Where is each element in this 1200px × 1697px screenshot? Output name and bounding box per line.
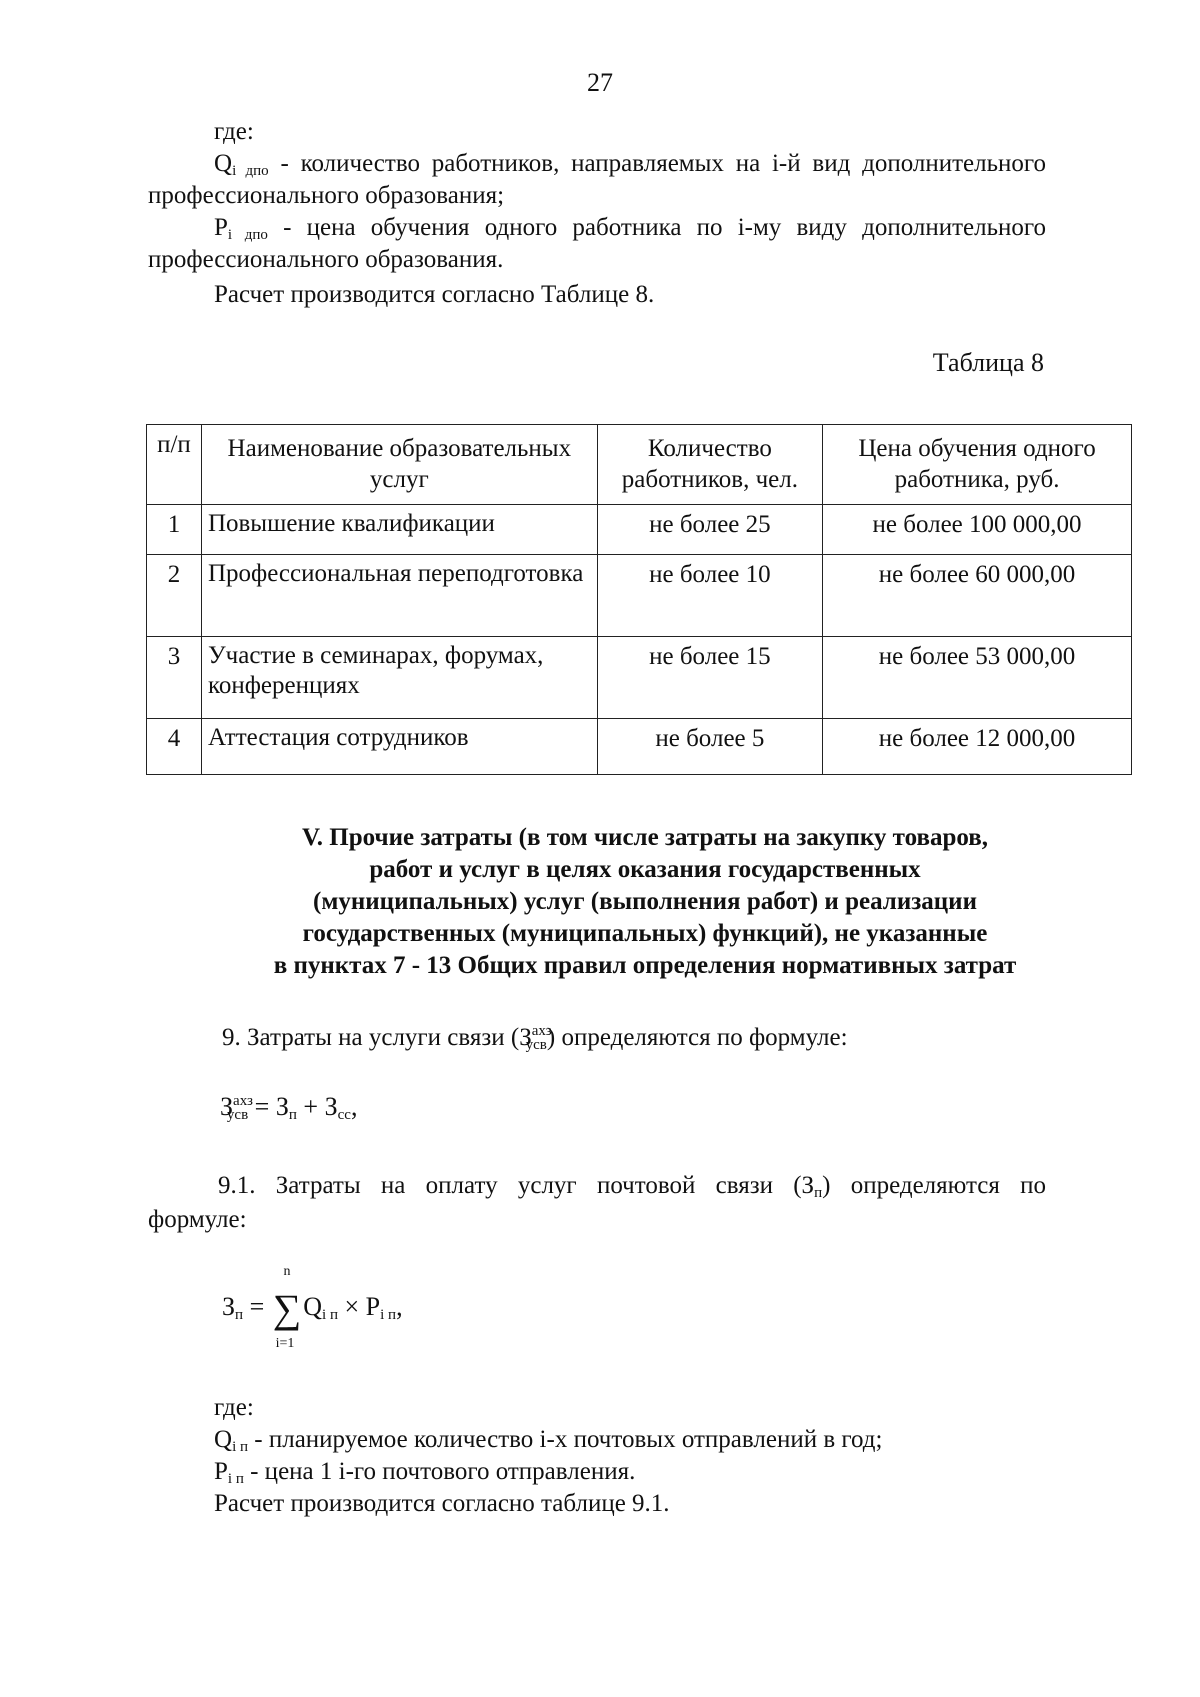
row-num: 2 <box>147 554 202 636</box>
formula-communication-costs: $З^{ахз}_{усв} = З_п + З_{сс}$, <box>220 1092 358 1123</box>
p-definition-continuation: профессионального образования. <box>148 246 504 273</box>
table8-caption: Таблица 8 <box>932 348 1044 377</box>
calc-note-table8: Расчет производится согласно Таблице 8. <box>214 281 655 308</box>
formula-z: З <box>220 1092 234 1121</box>
item-9-1-continuation: формуле: <box>148 1206 247 1233</box>
table-row <box>147 718 1132 774</box>
formula-z: З <box>222 1291 236 1321</box>
q-postal-definition <box>214 1424 882 1457</box>
header-service-name: Наименование образовательных услуг <box>201 425 597 505</box>
q-symbol: Q <box>214 150 233 177</box>
p-definition-text: - цена обучения одного работника по i-му виду дополнительного <box>283 214 1047 241</box>
row-employee-count: не более 5 <box>597 718 822 774</box>
calc-note-table9-1: Расчет производится согласно таблице 9.1. <box>214 1490 670 1517</box>
table-row <box>147 554 1132 636</box>
row-service-name: Профессиональная переподготовка <box>201 554 597 636</box>
usv-subscript: усв <box>525 1037 547 1053</box>
row-num: 3 <box>147 636 202 718</box>
table-row <box>147 504 1132 554</box>
row-num: 4 <box>147 718 202 774</box>
p-subscript: i п <box>227 1471 244 1487</box>
heading-line: V. Прочие затраты (в том числе затраты на закупку товаров, <box>301 824 989 851</box>
p-symbol: P <box>214 214 228 241</box>
q-subscript: i дпо <box>232 163 269 179</box>
row-employee-count: не более 25 <box>597 504 822 554</box>
formula-postal-costs: $З_п$ = ∑ n i=1 $Q_{i п} \times P_{i п}$, <box>222 1283 403 1335</box>
item-9-tail: определяются по формуле: <box>561 1024 848 1051</box>
heading-line: государственных (муниципальных) функций), не указанные <box>302 920 988 947</box>
sum-upper-limit: n <box>283 1264 291 1279</box>
row-training-price: не более 60 000,00 <box>823 554 1132 636</box>
p-symbol: P <box>214 1458 228 1485</box>
item-9-lead: 9. Затраты на услуги связи <box>222 1024 505 1051</box>
header-employee-count: Количество работников, чел. <box>597 425 822 505</box>
table-8 <box>146 424 1132 775</box>
item-9-1-text <box>218 1170 1046 1203</box>
formula-usv: усв <box>226 1107 249 1123</box>
row-service-name: Повышение квалификации <box>201 504 597 554</box>
formula-sub-ss: сс <box>337 1107 351 1123</box>
p-dpo-definition <box>214 212 1046 245</box>
item-9-1-lead: 9.1. Затраты на оплату услуг почтовой связи (З <box>218 1172 815 1199</box>
page-number: 27 <box>587 68 613 97</box>
formula-z-p: З <box>275 1092 289 1121</box>
header-num: п/п <box>147 425 202 505</box>
item-9-1-sub: п <box>814 1185 823 1201</box>
heading-line: (муниципальных) услуг (выполнения работ) и реализации <box>313 888 977 915</box>
q-definition-text: - количество работников, направляемых на i-й вид дополнительного <box>280 150 1047 177</box>
formula-p-sub: i п <box>380 1306 397 1323</box>
section-v-heading <box>150 822 1140 982</box>
table-row <box>147 636 1132 718</box>
q-dpo-definition <box>214 148 1046 181</box>
formula-axz: ахз <box>233 1093 253 1109</box>
where-label-2: где: <box>214 1394 254 1421</box>
q-subscript: i п <box>232 1439 249 1455</box>
p-postal-definition <box>214 1456 635 1489</box>
formula-q: Q <box>303 1291 323 1321</box>
z-symbol: З <box>519 1024 532 1051</box>
header-training-price: Цена обучения одного работника, руб. <box>823 425 1132 505</box>
row-service-name: Участие в семинарах, форумах, конференциях <box>201 636 597 718</box>
formula-sub-p: п <box>235 1306 244 1323</box>
heading-line: в пунктах 7 - 13 Общих правил определения нормативных затрат <box>273 952 1017 979</box>
formula-q-sub: i п <box>322 1306 338 1323</box>
item-9-text: 9. Затраты на услуги связи $(З^{ахз}_{усв})$ определяются по формуле: <box>222 1023 848 1053</box>
row-employee-count: не более 10 <box>597 554 822 636</box>
p-postal-text: - цена 1 i-го почтового отправления. <box>250 1458 636 1485</box>
table-header-row <box>147 425 1132 505</box>
row-training-price: не более 53 000,00 <box>823 636 1132 718</box>
row-training-price: не более 12 000,00 <box>823 718 1132 774</box>
formula-z-ss: З <box>324 1092 338 1121</box>
formula-p: P <box>365 1291 381 1321</box>
p-subscript: i дпо <box>227 227 268 243</box>
row-employee-count: не более 15 <box>597 636 822 718</box>
sum-lower-limit: i=1 <box>275 1335 295 1351</box>
where-label: где: <box>214 118 254 145</box>
row-training-price: не более 100 000,00 <box>823 504 1132 554</box>
row-num: 1 <box>147 504 202 554</box>
sum-sign: ∑ n i=1 <box>273 1283 302 1335</box>
item-9-1-tail: ) определяются по <box>822 1172 1046 1199</box>
row-service-name: Аттестация сотрудников <box>201 718 597 774</box>
axz-superscript: ахз <box>531 1023 552 1039</box>
q-definition-continuation: профессионального образования; <box>148 182 505 209</box>
heading-line: работ и услуг в целях оказания государственных <box>369 856 921 883</box>
q-postal-text: - планируемое количество i-х почтовых отправлений в год; <box>254 1426 883 1453</box>
q-symbol: Q <box>214 1426 233 1453</box>
formula-sub-p: п <box>288 1107 297 1123</box>
